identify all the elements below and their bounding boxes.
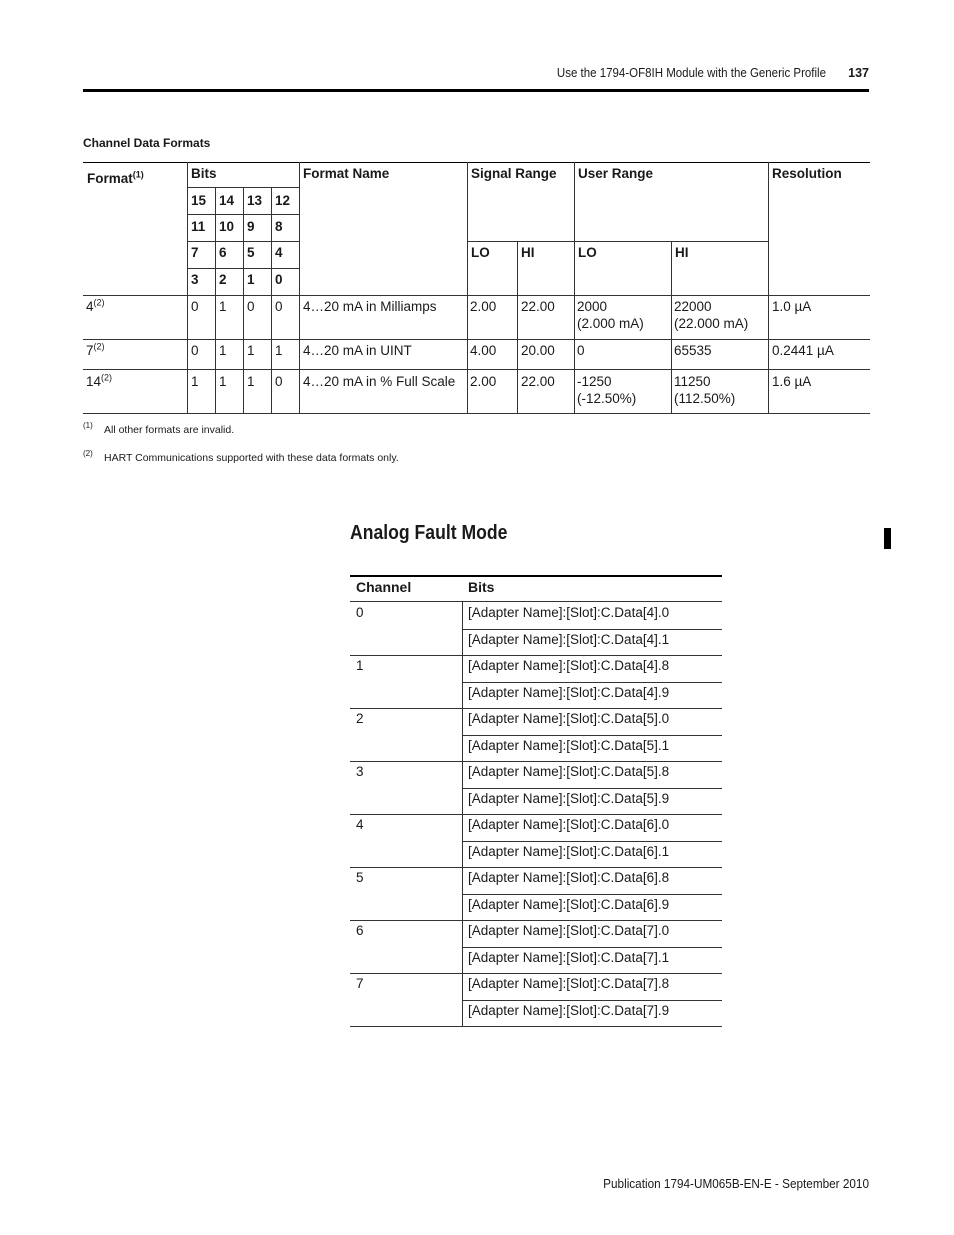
column-divider bbox=[462, 814, 463, 867]
header-signal-lo: LO bbox=[471, 245, 490, 260]
bit-divider bbox=[462, 735, 722, 736]
user-lo-cell: 0 bbox=[577, 343, 585, 358]
signal-lo-cell: 2.00 bbox=[470, 299, 497, 314]
signal-hi-cell: 22.00 bbox=[521, 374, 555, 389]
bit-address: [Adapter Name]:[Slot]:C.Data[6].8 bbox=[468, 870, 670, 885]
bit-value: 1 bbox=[219, 374, 227, 389]
bit-value: 1 bbox=[219, 299, 227, 314]
column-divider bbox=[462, 867, 463, 920]
bit-value: 1 bbox=[191, 374, 199, 389]
channel-number: 5 bbox=[356, 870, 364, 885]
header-format: Format$^{(1)}$ bbox=[87, 169, 144, 186]
row-divider bbox=[350, 655, 722, 656]
bit-number: 13 bbox=[247, 193, 263, 208]
bit-divider bbox=[462, 894, 722, 895]
resolution-cell: 1.0 µA bbox=[772, 299, 812, 314]
bit-number: 8 bbox=[275, 219, 283, 234]
table-bottom-rule bbox=[83, 413, 870, 414]
table-caption: Channel Data Formats bbox=[83, 136, 211, 150]
bit-divider bbox=[462, 947, 722, 948]
column-divider bbox=[187, 162, 188, 414]
user-hi-cell: 65535 bbox=[674, 343, 712, 358]
bit-divider bbox=[462, 682, 722, 683]
header-channel: Channel bbox=[356, 579, 412, 595]
user-hi-cell: 11250 bbox=[674, 374, 711, 389]
bit-number: 4 bbox=[275, 245, 283, 260]
bit-number: 6 bbox=[219, 245, 227, 260]
signal-lo-cell: 2.00 bbox=[470, 374, 497, 389]
bit-address: [Adapter Name]:[Slot]:C.Data[4].9 bbox=[468, 684, 670, 700]
bit-address: [Adapter Name]:[Slot]:C.Data[6].1 bbox=[468, 843, 670, 859]
channel-number: 1 bbox=[356, 658, 364, 673]
row-divider bbox=[83, 369, 870, 370]
bit-value: 1 bbox=[275, 343, 283, 358]
bit-value: 1 bbox=[219, 343, 227, 358]
column-divider bbox=[462, 655, 463, 708]
user-hi-cell-note: (112.50%) bbox=[674, 391, 736, 406]
user-hi-cell: 22000 bbox=[674, 299, 712, 314]
bit-divider bbox=[462, 1000, 722, 1001]
column-divider bbox=[215, 187, 216, 414]
column-divider bbox=[462, 761, 463, 814]
channel-number: 3 bbox=[356, 764, 364, 779]
header-signal-hi: HI bbox=[521, 245, 535, 260]
user-lo-cell-note: (-12.50%) bbox=[577, 391, 637, 406]
user-hi-cell-note: (22.000 mA) bbox=[674, 316, 749, 331]
resolution-cell: 0.2441 µA bbox=[772, 343, 834, 358]
user-lo-cell-note: (2.000 mA) bbox=[577, 316, 644, 331]
column-divider bbox=[462, 920, 463, 973]
bit-number: 5 bbox=[247, 245, 255, 260]
section-title: Analog Fault Mode bbox=[350, 522, 508, 544]
bit-address: [Adapter Name]:[Slot]:C.Data[5].8 bbox=[468, 764, 670, 779]
bit-address: [Adapter Name]:[Slot]:C.Data[5].0 bbox=[468, 711, 670, 726]
bit-value: 0 bbox=[275, 299, 283, 314]
footnote-mark: (1) bbox=[83, 421, 93, 430]
bit-number: 14 bbox=[219, 193, 235, 208]
row-divider bbox=[350, 1026, 722, 1027]
channel-number: 7 bbox=[356, 976, 364, 991]
channel-number: 6 bbox=[356, 923, 364, 938]
table-top-rule bbox=[83, 162, 870, 163]
signal-lo-cell: 4.00 bbox=[470, 343, 497, 358]
channel-number: 4 bbox=[356, 817, 364, 832]
row-divider bbox=[350, 867, 722, 868]
header-user-lo: LO bbox=[578, 245, 597, 260]
channel-number: 0 bbox=[356, 605, 364, 620]
bit-value: 0 bbox=[191, 343, 199, 358]
bit-divider bbox=[462, 788, 722, 789]
column-divider bbox=[517, 241, 518, 414]
column-divider bbox=[671, 241, 672, 414]
signal-hi-cell: 22.00 bbox=[521, 299, 555, 314]
channel-data-formats-table bbox=[83, 162, 870, 414]
resolution-cell: 1.6 µA bbox=[772, 374, 812, 389]
bit-number: 0 bbox=[275, 272, 283, 287]
chapter-thumb-tab bbox=[884, 528, 891, 549]
header-bits: Bits bbox=[468, 579, 495, 595]
column-divider bbox=[462, 602, 463, 655]
row-divider bbox=[350, 920, 722, 921]
bit-address: [Adapter Name]:[Slot]:C.Data[7].8 bbox=[468, 976, 670, 991]
publication-footer: Publication 1794-UM065B-EN-E - September 2010 bbox=[603, 1177, 869, 1191]
bit-address: [Adapter Name]:[Slot]:C.Data[4].1 bbox=[468, 631, 670, 647]
row-divider bbox=[350, 814, 722, 815]
bit-value: 0 bbox=[247, 299, 255, 314]
bit-address: [Adapter Name]:[Slot]:C.Data[5].1 bbox=[468, 737, 670, 753]
header-signal-range: Signal Range bbox=[471, 166, 557, 181]
bit-number: 11 bbox=[191, 219, 206, 234]
user-lo-cell: -1250 bbox=[577, 374, 612, 389]
bit-address: [Adapter Name]:[Slot]:C.Data[6].9 bbox=[468, 896, 670, 912]
header-bits: Bits bbox=[191, 166, 217, 181]
bit-address: [Adapter Name]:[Slot]:C.Data[7].0 bbox=[468, 923, 670, 938]
column-divider bbox=[271, 187, 272, 414]
row-divider bbox=[350, 708, 722, 709]
format-cell: 7$^{(2)}$ bbox=[86, 341, 105, 358]
bit-value: 0 bbox=[275, 374, 283, 389]
channel-number: 2 bbox=[356, 711, 364, 726]
bit-value: 0 bbox=[191, 299, 199, 314]
column-divider bbox=[299, 162, 300, 414]
footnote-mark: (2) bbox=[83, 449, 93, 458]
bit-address: [Adapter Name]:[Slot]:C.Data[6].0 bbox=[468, 817, 670, 832]
header-bottom-rule bbox=[83, 295, 870, 296]
bit-address: [Adapter Name]:[Slot]:C.Data[7].1 bbox=[468, 949, 670, 965]
bit-address: [Adapter Name]:[Slot]:C.Data[4].8 bbox=[468, 658, 670, 673]
bit-address: [Adapter Name]:[Slot]:C.Data[5].9 bbox=[468, 790, 670, 806]
column-divider bbox=[243, 187, 244, 414]
bit-number: 7 bbox=[191, 245, 199, 260]
running-header: Use the 1794-OF8IH Module with the Generic Profile bbox=[556, 66, 826, 80]
bit-divider bbox=[462, 841, 722, 842]
header-rule bbox=[83, 89, 869, 92]
bit-number: 2 bbox=[219, 272, 227, 287]
format-name-cell: 4…20 mA in Milliamps bbox=[303, 299, 437, 314]
bit-number: 15 bbox=[191, 193, 207, 208]
table-top-rule bbox=[350, 575, 722, 577]
column-divider bbox=[574, 162, 575, 414]
bit-address: [Adapter Name]:[Slot]:C.Data[7].9 bbox=[468, 1002, 670, 1018]
bit-divider bbox=[462, 629, 722, 630]
column-divider bbox=[768, 162, 769, 414]
column-divider bbox=[462, 973, 463, 1026]
bit-address: [Adapter Name]:[Slot]:C.Data[4].0 bbox=[468, 605, 670, 620]
range-subheader-rule bbox=[467, 241, 768, 242]
header-user-hi: HI bbox=[675, 245, 689, 260]
row-divider bbox=[83, 339, 870, 340]
bit-number: 12 bbox=[275, 193, 291, 208]
bit-number: 3 bbox=[191, 272, 199, 287]
signal-hi-cell: 20.00 bbox=[521, 343, 555, 358]
row-divider bbox=[350, 973, 722, 974]
footnote-text: All other formats are invalid. bbox=[104, 424, 235, 436]
header-format-name: Format Name bbox=[303, 166, 390, 181]
row-divider bbox=[350, 761, 722, 762]
bit-number: 10 bbox=[219, 219, 235, 234]
footnote-text: HART Communications supported with these data formats only. bbox=[104, 452, 399, 464]
header-resolution: Resolution bbox=[772, 166, 842, 181]
header-bottom-rule bbox=[350, 601, 722, 602]
bit-value: 1 bbox=[247, 343, 255, 358]
column-divider bbox=[462, 708, 463, 761]
header-user-range: User Range bbox=[578, 166, 654, 181]
format-name-cell: 4…20 mA in UINT bbox=[303, 343, 412, 358]
bit-value: 1 bbox=[247, 374, 255, 389]
column-divider bbox=[467, 162, 468, 414]
format-cell: 14$^{(2)}$ bbox=[86, 372, 113, 389]
bit-number: 1 bbox=[247, 272, 255, 287]
bit-number: 9 bbox=[247, 219, 255, 234]
format-name-cell: 4…20 mA in % Full Scale bbox=[303, 374, 456, 389]
user-lo-cell: 2000 bbox=[577, 299, 608, 314]
format-cell: 4$^{(2)}$ bbox=[86, 297, 105, 314]
page-number: 137 bbox=[848, 66, 869, 80]
